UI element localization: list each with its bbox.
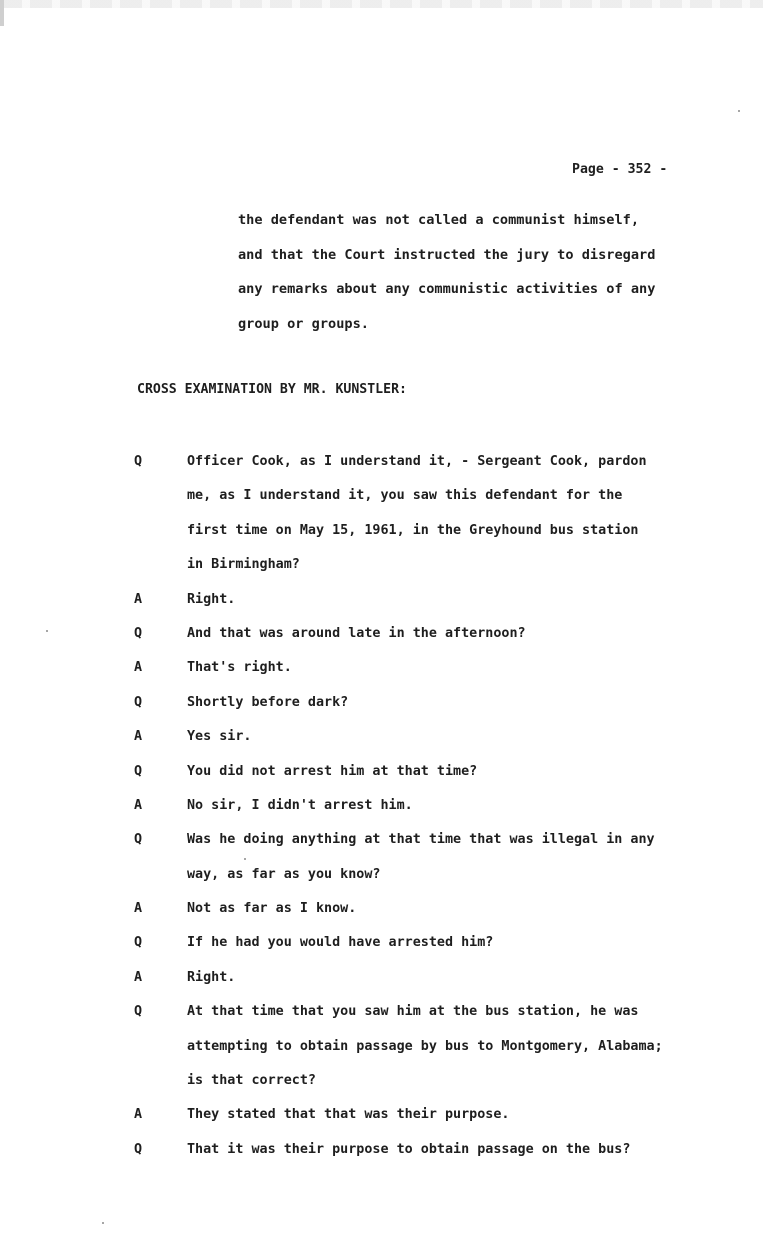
exchange-line bbox=[134, 1139, 734, 1173]
answer-marker: A bbox=[134, 660, 143, 676]
answer-text: No sir, I didn't arrest him. bbox=[187, 797, 413, 813]
paragraph-line: the defendant was not called a communist himself, bbox=[238, 212, 640, 228]
continued-paragraph bbox=[238, 209, 718, 347]
exchange-line bbox=[134, 520, 734, 554]
question-text: in Birmingham? bbox=[187, 557, 300, 573]
exchange-line bbox=[134, 589, 734, 623]
scan-speck bbox=[244, 858, 246, 860]
exchange-line bbox=[134, 898, 734, 932]
question-text: Shortly before dark? bbox=[187, 694, 349, 710]
paragraph-line: and that the Court instructed the jury to disregard bbox=[238, 246, 656, 263]
exchange-line bbox=[134, 726, 734, 760]
exchange-line bbox=[134, 932, 734, 966]
question-text: If he had you would have arrested him? bbox=[187, 935, 494, 951]
question-marker: Q bbox=[134, 625, 143, 641]
question-text: And that was around late in the afternoon? bbox=[187, 625, 526, 641]
scan-edge-top bbox=[0, 0, 763, 8]
question-marker: Q bbox=[134, 832, 143, 848]
scan-edge-left bbox=[0, 0, 4, 26]
answer-text: That's right. bbox=[187, 660, 292, 676]
exchange-line bbox=[134, 657, 734, 691]
exchange-line bbox=[134, 623, 734, 657]
exchange-line bbox=[134, 761, 734, 795]
question-text: That it was their purpose to obtain passage on the bus? bbox=[187, 1141, 631, 1157]
question-text: attempting to obtain passage by bus to Montgomery, Alabama; bbox=[187, 1038, 663, 1054]
answer-marker: A bbox=[134, 797, 143, 813]
paragraph-line: group or groups. bbox=[238, 315, 369, 332]
answer-text: Not as far as I know. bbox=[187, 901, 357, 917]
question-text: Was he doing anything at that time that was illegal in any bbox=[187, 832, 655, 848]
exchange-line bbox=[134, 1104, 734, 1138]
answer-text: Right. bbox=[187, 591, 236, 607]
answer-text: Yes sir. bbox=[187, 729, 252, 745]
answer-text: Right. bbox=[187, 969, 236, 985]
exchange-line bbox=[134, 1001, 734, 1035]
section-heading: CROSS EXAMINATION BY MR. KUNSTLER: bbox=[137, 382, 407, 397]
question-text: first time on May 15, 1961, in the Greyhound bus station bbox=[187, 522, 639, 538]
answer-marker: A bbox=[134, 591, 143, 607]
page-number: Page - 352 - bbox=[572, 162, 668, 177]
exchange-line bbox=[134, 451, 734, 485]
question-marker: Q bbox=[134, 1004, 143, 1020]
answer-marker: A bbox=[134, 901, 143, 917]
answer-marker: A bbox=[134, 729, 143, 745]
answer-text: They stated that that was their purpose. bbox=[187, 1107, 510, 1123]
question-marker: Q bbox=[134, 763, 143, 779]
exchange-line bbox=[134, 864, 734, 898]
question-marker: Q bbox=[134, 1141, 143, 1157]
exchange-line bbox=[134, 554, 734, 588]
question-marker: Q bbox=[134, 694, 143, 710]
scan-speck bbox=[738, 110, 740, 112]
answer-marker: A bbox=[134, 969, 143, 985]
exchange-line bbox=[134, 485, 734, 519]
exchange-line bbox=[134, 829, 734, 863]
question-text: is that correct? bbox=[187, 1073, 316, 1089]
paragraph-line: any remarks about any communistic activities of any bbox=[238, 281, 656, 297]
question-text: At that time that you saw him at the bus station, he was bbox=[187, 1004, 639, 1020]
exchange-line bbox=[134, 1036, 734, 1070]
exchange-line bbox=[134, 1070, 734, 1104]
exchange-line bbox=[134, 967, 734, 1001]
question-text: me, as I understand it, you saw this defendant for the bbox=[187, 488, 623, 504]
scan-speck bbox=[46, 630, 48, 632]
answer-marker: A bbox=[134, 1107, 143, 1123]
question-marker: Q bbox=[134, 454, 143, 469]
question-text: Officer Cook, as I understand it, - Sergeant Cook, pardon bbox=[187, 454, 647, 469]
question-text: way, as far as you know? bbox=[187, 866, 381, 882]
question-marker: Q bbox=[134, 935, 143, 951]
exchange-line bbox=[134, 692, 734, 726]
question-text: You did not arrest him at that time? bbox=[187, 763, 478, 779]
exchange-line bbox=[134, 795, 734, 829]
testimony-exchanges bbox=[134, 451, 734, 1173]
scan-speck bbox=[102, 1222, 104, 1224]
